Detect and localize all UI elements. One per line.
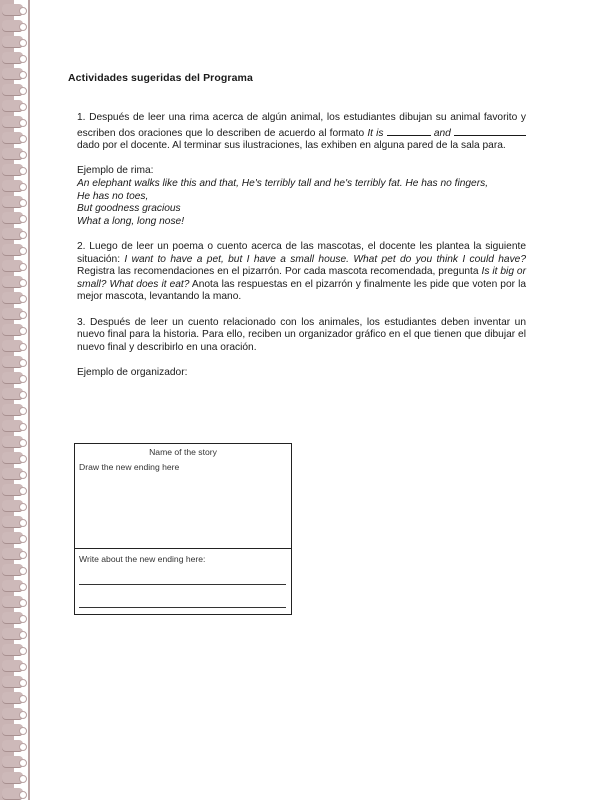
binding-ring [2,20,23,32]
organizer-label: Ejemplo de organizador: [77,366,188,378]
activity-2-text-a: 2. Luego de leer un poema o cuento acerca de las mascotas, el docente les plantea la siguiente situación: [77,240,526,265]
binding-ring [2,292,23,304]
binding-ring [2,708,23,720]
page-title: Actividades sugeridas del Programa [68,72,253,84]
spiral-binding [0,0,32,800]
binding-ring [2,724,23,736]
binding-ring [2,372,23,384]
binding-ring [2,148,23,160]
rhyme-line: But goodness gracious [77,203,181,215]
graphic-organizer [74,443,292,615]
binding-ring [2,324,23,336]
binding-ring [2,580,23,592]
binding-ring [2,548,23,560]
organizer-write-line [79,584,286,585]
binding-ring [2,196,23,208]
binding-ring [2,484,23,496]
format-it-is: It is [367,127,384,139]
binding-ring [2,228,23,240]
binding-ring [2,84,23,96]
blank-line-1 [387,125,431,136]
binding-ring [2,468,23,480]
activity-2-quote-a: I want to have a pet, but I have a small house. What pet do you think I could have? [124,253,527,265]
binding-ring [2,356,23,368]
activity-3: 3. Después de leer un cuento relacionado con los animales, los estudiantes deben inventar un nuevo final para la historia. Para ello, reciben un organizador gráfico en el que tienen que dibujar el nuevo final y describirlo en una oración. [77,316,526,353]
binding-ring [2,308,23,320]
binding-ring [2,788,23,800]
activity-2-quote-b: Is it big or small? What does it eat? [77,266,526,290]
binding-ring [2,212,23,224]
binding-ring [2,756,23,768]
binding-ring [2,260,23,272]
binding-ring [2,772,23,784]
binding-ring [2,340,23,352]
binding-ring [2,180,23,192]
binding-ring [2,164,23,176]
binding-ring [2,452,23,464]
activity-1-text-a: 1. Después de leer una rima acerca de algún animal, los estudiantes dibujan su animal favorito y escriben dos oraciones que lo describen de acuerdo al formato [77,112,526,139]
binding-ring [2,276,23,288]
binding-ring [2,596,23,608]
rhyme-line: An elephant walks like this and that, He's terribly tall and he's terribly fat. He has no fingers, [77,177,489,189]
binding-ring [2,420,23,432]
organizer-write-line [79,607,286,608]
rhyme-line: What a long, long nose! [77,215,185,227]
binding-ring [2,532,23,544]
binding-ring [2,660,23,672]
binding-ring [2,36,23,48]
binding-ring [2,100,23,112]
organizer-writing-area [75,549,291,615]
binding-ring [2,500,23,512]
binding-ring [2,644,23,656]
binding-ring [2,388,23,400]
activity-2-text-b: Registra las recomendaciones en el pizarrón. Por cada mascota recomendada, pregunta [77,266,482,278]
binding-ring [2,628,23,640]
blank-line-2 [454,125,526,136]
binding-ring [2,68,23,80]
rhyme-line: He has no toes, [77,190,149,202]
organizer-story-name: Name of the story [149,447,217,457]
binding-ring [2,404,23,416]
activity-2-text-c: Anota las respuestas en el pizarrón y finalmente les pide que voten por la mejor mascota, levantando la mano. [77,278,526,303]
binding-ring [2,612,23,624]
binding-ring [2,52,23,64]
activity-1-text-b: dado por el docente. Al terminar sus ilustraciones, las exhiben en alguna pared de la sala para. [77,140,506,152]
rhyme-label: Ejemplo de rima: [77,165,154,177]
organizer-drawing-area [75,444,291,549]
binding-ring [2,244,23,256]
organizer-write-label: Write about the new ending here: [79,554,206,564]
binding-ring [2,692,23,704]
activity-2 [77,241,526,304]
binding-edge [28,0,30,800]
binding-ring [2,436,23,448]
binding-ring [2,740,23,752]
activities-content [77,112,526,379]
organizer-draw-label: Draw the new ending here [79,462,180,472]
format-and: and [433,127,451,139]
binding-ring [2,516,23,528]
binding-ring [2,116,23,128]
binding-ring [2,4,23,16]
activity-1 [77,112,526,153]
binding-ring [2,132,23,144]
binding-ring [2,676,23,688]
binding-ring [2,564,23,576]
